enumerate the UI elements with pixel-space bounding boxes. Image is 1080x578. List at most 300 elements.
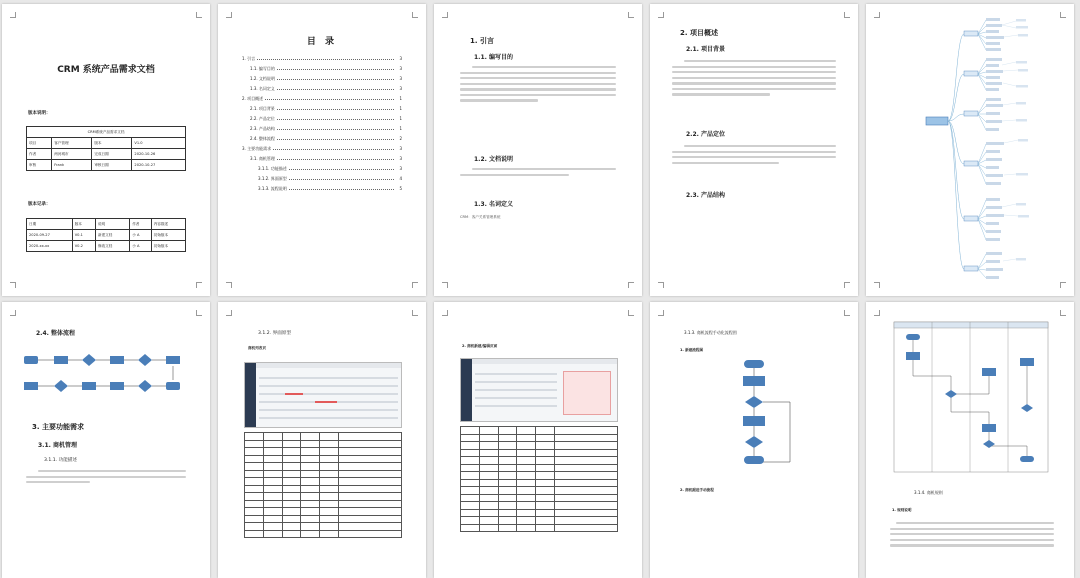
figure-caption: 2. 商机新建/编辑页面 bbox=[462, 344, 498, 348]
table-cell bbox=[479, 472, 498, 480]
info-table-caption: CRM系统产品需求文档 bbox=[27, 127, 186, 138]
table-cell bbox=[555, 442, 618, 450]
table-cell: 审核 bbox=[27, 160, 52, 171]
table-cell bbox=[339, 515, 402, 523]
toc-leader-dots bbox=[289, 177, 394, 180]
table-cell bbox=[517, 427, 536, 435]
page-process[interactable] bbox=[650, 302, 858, 578]
table-cell bbox=[339, 523, 402, 531]
page-corner-mark bbox=[226, 12, 232, 18]
table-header-cell: 作者 bbox=[130, 219, 152, 230]
toc-entry-label: 2.1. 项目背景 bbox=[250, 106, 275, 111]
page-cover[interactable] bbox=[2, 4, 210, 296]
page-corner-mark bbox=[226, 282, 232, 288]
figure-caption: 1. 新建流程图 bbox=[680, 348, 704, 352]
table-cell bbox=[320, 515, 339, 523]
table-cell bbox=[282, 515, 301, 523]
table-cell bbox=[282, 485, 301, 493]
toc-page-number: 1 bbox=[399, 126, 402, 131]
table-cell bbox=[245, 508, 264, 516]
table-cell bbox=[339, 500, 402, 508]
table-header-cell: 说明 bbox=[96, 219, 130, 230]
table-cell bbox=[517, 494, 536, 502]
table-cell bbox=[461, 517, 480, 525]
subsection-heading: 2.2. 产品定位 bbox=[686, 131, 725, 138]
page-corner-mark bbox=[628, 12, 634, 18]
subsection-heading: 1.2. 文档说明 bbox=[474, 156, 513, 163]
table-cell bbox=[263, 523, 282, 531]
toc-entry-label: 1.3. 名词定义 bbox=[250, 86, 275, 91]
toc-entry[interactable] bbox=[242, 76, 402, 86]
table-row bbox=[245, 463, 402, 471]
table-row bbox=[245, 485, 402, 493]
subsubsection-heading: 3.1.4. 商机规则 bbox=[914, 490, 943, 495]
table-cell bbox=[517, 449, 536, 457]
table-cell bbox=[536, 472, 555, 480]
table-row bbox=[461, 502, 618, 510]
toc-leader-dots bbox=[289, 187, 394, 190]
table-cell bbox=[461, 487, 480, 495]
table-cell bbox=[555, 517, 618, 525]
table-cell bbox=[536, 524, 555, 532]
table-cell bbox=[555, 464, 618, 472]
table-row bbox=[461, 457, 618, 465]
table-cell bbox=[536, 509, 555, 517]
subsubsection-heading: 3.1.3. 商机流程手动化流程图 bbox=[684, 330, 737, 335]
toc-entry[interactable] bbox=[242, 156, 402, 166]
table-cell bbox=[245, 493, 264, 501]
table-cell: 两河城市 bbox=[52, 149, 92, 160]
table-cell bbox=[461, 524, 480, 532]
table-cell bbox=[301, 433, 320, 441]
table-cell bbox=[339, 463, 402, 471]
toc-entry[interactable] bbox=[242, 126, 402, 136]
table-cell bbox=[461, 442, 480, 450]
table-cell bbox=[245, 530, 264, 538]
subsection-heading: 3.1. 商机管理 bbox=[38, 442, 77, 449]
table-cell bbox=[320, 493, 339, 501]
info-table bbox=[26, 126, 186, 171]
body-text-block bbox=[460, 168, 616, 179]
table-cell bbox=[555, 487, 618, 495]
definition-text: CRM：客户关系管理系统 bbox=[460, 215, 501, 219]
toc-page-number: 3 bbox=[399, 156, 402, 161]
toc-title: 目 录 bbox=[306, 37, 338, 47]
edit-page-screenshot bbox=[460, 358, 618, 422]
table-cell bbox=[245, 485, 264, 493]
table-cell bbox=[517, 479, 536, 487]
table-cell bbox=[282, 463, 301, 471]
table-cell bbox=[555, 427, 618, 435]
toc-entry-label: 3.1. 商机管理 bbox=[250, 156, 275, 161]
page-overview[interactable] bbox=[650, 4, 858, 296]
page-toc[interactable] bbox=[218, 4, 426, 296]
table-cell: 初始版本 bbox=[151, 230, 185, 241]
new-opportunity-flowchart bbox=[650, 352, 858, 482]
table-cell: 客户管理 bbox=[52, 138, 92, 149]
table-cell bbox=[517, 464, 536, 472]
table-cell: 2020-10-27 bbox=[132, 160, 186, 171]
table-cell bbox=[301, 515, 320, 523]
document-title: CRM 系统产品需求文档 bbox=[57, 65, 155, 75]
table-cell bbox=[479, 449, 498, 457]
table-cell bbox=[498, 427, 517, 435]
table-cell bbox=[320, 455, 339, 463]
table-cell bbox=[282, 493, 301, 501]
toc-entry-label: 2.3. 产品结构 bbox=[250, 126, 275, 131]
toc-entry[interactable] bbox=[242, 186, 402, 196]
page-corner-mark bbox=[658, 310, 664, 316]
page-corner-mark bbox=[658, 12, 664, 18]
table-row bbox=[245, 470, 402, 478]
table-cell bbox=[320, 463, 339, 471]
table-row bbox=[245, 515, 402, 523]
table-cell bbox=[301, 523, 320, 531]
table-cell bbox=[479, 494, 498, 502]
table-cell bbox=[498, 487, 517, 495]
table-cell bbox=[282, 470, 301, 478]
table-cell bbox=[301, 448, 320, 456]
table-cell bbox=[536, 494, 555, 502]
table-row bbox=[461, 494, 618, 502]
table-cell bbox=[517, 442, 536, 450]
toc-entry-label: 2. 项目概述 bbox=[242, 96, 264, 101]
table-row bbox=[461, 464, 618, 472]
subsection-heading: 2.1. 项目背景 bbox=[686, 46, 725, 53]
page-corner-mark bbox=[10, 310, 16, 316]
table-cell bbox=[301, 478, 320, 486]
table-cell bbox=[498, 517, 517, 525]
table-cell: Frank bbox=[52, 160, 92, 171]
toc-entry[interactable] bbox=[242, 136, 402, 146]
page-mindmap[interactable] bbox=[866, 4, 1074, 296]
toc-leader-dots bbox=[257, 57, 394, 60]
table-cell bbox=[320, 500, 339, 508]
table-cell bbox=[555, 494, 618, 502]
table-cell: 2020-09-27 bbox=[27, 230, 73, 241]
table-cell bbox=[536, 442, 555, 450]
body-text-block bbox=[672, 145, 836, 167]
toc-entry-label: 2.2. 产品定位 bbox=[250, 116, 275, 121]
toc-leader-dots bbox=[277, 77, 394, 80]
table-cell bbox=[536, 449, 555, 457]
figure-caption: 商机列表页 bbox=[248, 346, 266, 350]
subsection-heading: 1.3. 名词定义 bbox=[474, 201, 513, 208]
toc-page-number: 4 bbox=[399, 176, 402, 181]
table-cell bbox=[263, 478, 282, 486]
table-cell bbox=[555, 449, 618, 457]
table-cell bbox=[479, 434, 498, 442]
table-cell bbox=[263, 493, 282, 501]
table-cell bbox=[263, 455, 282, 463]
table-cell bbox=[498, 479, 517, 487]
table-cell bbox=[245, 470, 264, 478]
section-heading: 2. 项目概述 bbox=[680, 29, 718, 37]
table-row bbox=[461, 524, 618, 532]
table-cell bbox=[339, 440, 402, 448]
page-corner-mark bbox=[844, 12, 850, 18]
table-cell bbox=[498, 464, 517, 472]
table-cell bbox=[555, 524, 618, 532]
toc-entry[interactable] bbox=[242, 146, 402, 156]
table-cell bbox=[263, 485, 282, 493]
table-cell bbox=[263, 530, 282, 538]
page-corner-mark bbox=[412, 12, 418, 18]
table-cell bbox=[517, 487, 536, 495]
page-prototype-edit[interactable] bbox=[434, 302, 642, 578]
table-cell bbox=[245, 433, 264, 441]
table-cell bbox=[282, 508, 301, 516]
table-cell bbox=[339, 508, 402, 516]
field-spec-table bbox=[244, 432, 402, 538]
table-cell bbox=[263, 508, 282, 516]
table-cell bbox=[461, 427, 480, 435]
table-cell bbox=[245, 463, 264, 471]
table-cell: 项目 bbox=[27, 138, 52, 149]
table-cell bbox=[263, 448, 282, 456]
toc-entry-label: 3.1.3. 流程说明 bbox=[258, 186, 287, 191]
table-row bbox=[245, 493, 402, 501]
table-cell bbox=[461, 464, 480, 472]
section-heading: 1. 引言 bbox=[470, 37, 494, 45]
table-cell bbox=[282, 530, 301, 538]
table-row bbox=[461, 479, 618, 487]
table-cell bbox=[339, 455, 402, 463]
page-corner-mark bbox=[412, 310, 418, 316]
table-row bbox=[461, 472, 618, 480]
table-row bbox=[245, 508, 402, 516]
table-cell bbox=[517, 457, 536, 465]
table-row bbox=[461, 449, 618, 457]
table-cell bbox=[320, 485, 339, 493]
page-corner-mark bbox=[658, 282, 664, 288]
table-cell bbox=[461, 457, 480, 465]
table-cell bbox=[479, 509, 498, 517]
table-cell: 2020-xx-xx bbox=[27, 241, 73, 252]
list-page-screenshot bbox=[244, 362, 402, 428]
table-cell bbox=[301, 463, 320, 471]
table-cell bbox=[536, 502, 555, 510]
table-cell bbox=[555, 434, 618, 442]
table-cell: V0.1 bbox=[72, 230, 95, 241]
body-text-block bbox=[672, 60, 836, 99]
page-corner-mark bbox=[196, 310, 202, 316]
table-cell bbox=[479, 502, 498, 510]
toc-entry-label: 1.1. 编写目的 bbox=[250, 66, 275, 71]
toc-entry-label: 3. 主要功能需求 bbox=[242, 146, 272, 151]
table-header-cell: 内容描述 bbox=[151, 219, 185, 230]
table-cell bbox=[479, 464, 498, 472]
toc-leader-dots bbox=[277, 87, 394, 90]
history-label: 版本记录： bbox=[28, 202, 51, 207]
table-cell bbox=[498, 494, 517, 502]
table-cell bbox=[301, 440, 320, 448]
toc-leader-dots bbox=[273, 147, 394, 150]
table-cell bbox=[282, 433, 301, 441]
table-row bbox=[245, 500, 402, 508]
toc-entry[interactable] bbox=[242, 56, 402, 66]
table-cell bbox=[245, 448, 264, 456]
table-cell bbox=[536, 479, 555, 487]
table-cell bbox=[536, 517, 555, 525]
table-cell: V1.0 bbox=[132, 138, 186, 149]
table-cell bbox=[479, 427, 498, 435]
table-cell bbox=[536, 434, 555, 442]
info-label: 版本说明： bbox=[28, 111, 51, 116]
toc-page-number: 3 bbox=[399, 86, 402, 91]
table-cell bbox=[245, 440, 264, 448]
table-cell: 版本 bbox=[92, 138, 132, 149]
toc-leader-dots bbox=[277, 157, 394, 160]
figure-caption: 2. 商机跟进手动流程 bbox=[680, 488, 714, 492]
toc-page-number: 5 bbox=[399, 186, 402, 191]
table-cell bbox=[498, 472, 517, 480]
table-cell bbox=[263, 440, 282, 448]
table-cell bbox=[461, 509, 480, 517]
table-cell bbox=[536, 457, 555, 465]
table-cell bbox=[263, 433, 282, 441]
table-cell bbox=[301, 470, 320, 478]
table-row bbox=[461, 509, 618, 517]
table-row bbox=[245, 448, 402, 456]
table-cell bbox=[263, 500, 282, 508]
toc-page-number: 3 bbox=[399, 56, 402, 61]
toc-leader-dots bbox=[277, 127, 394, 130]
field-spec-table bbox=[460, 426, 618, 532]
toc-entry[interactable] bbox=[242, 176, 402, 186]
table-cell bbox=[517, 502, 536, 510]
toc-page-number: 1 bbox=[399, 106, 402, 111]
body-text-block bbox=[26, 470, 186, 487]
table-cell bbox=[555, 479, 618, 487]
table-cell: 审核日期 bbox=[92, 160, 132, 171]
table-cell bbox=[245, 515, 264, 523]
table-cell bbox=[498, 502, 517, 510]
table-cell bbox=[479, 442, 498, 450]
page-corner-mark bbox=[844, 282, 850, 288]
overall-flowchart bbox=[2, 346, 210, 406]
table-cell bbox=[245, 500, 264, 508]
table-cell: 完成日期 bbox=[92, 149, 132, 160]
subsection-heading: 1.1. 编写目的 bbox=[474, 54, 513, 61]
toc-leader-dots bbox=[277, 107, 394, 110]
table-cell bbox=[517, 472, 536, 480]
page-swimlane[interactable] bbox=[866, 302, 1074, 578]
page-prototype-list[interactable] bbox=[218, 302, 426, 578]
toc-entry-label: 3.1.2. 界面原型 bbox=[258, 176, 287, 181]
page-corner-mark bbox=[442, 310, 448, 316]
table-cell bbox=[536, 464, 555, 472]
table-cell bbox=[461, 494, 480, 502]
table-row bbox=[461, 427, 618, 435]
table-cell bbox=[339, 448, 402, 456]
table-cell bbox=[498, 457, 517, 465]
toc-entry-label: 2.4. 整体流程 bbox=[250, 136, 275, 141]
product-structure-mindmap bbox=[866, 4, 1074, 296]
table-row bbox=[461, 517, 618, 525]
page-corner-mark bbox=[196, 12, 202, 18]
table-cell bbox=[282, 440, 301, 448]
toc-entry[interactable] bbox=[242, 86, 402, 96]
toc-page-number: 2 bbox=[399, 136, 402, 141]
table-cell: 2020-10-26 bbox=[132, 149, 186, 160]
table-cell bbox=[263, 463, 282, 471]
subsection-heading: 2.3. 产品结构 bbox=[686, 192, 725, 199]
table-cell bbox=[479, 479, 498, 487]
table-cell bbox=[498, 449, 517, 457]
table-cell bbox=[517, 509, 536, 517]
body-text-block bbox=[460, 66, 616, 105]
table-row bbox=[245, 455, 402, 463]
table-row bbox=[461, 434, 618, 442]
table-cell bbox=[461, 472, 480, 480]
table-cell bbox=[461, 449, 480, 457]
page-corner-mark bbox=[844, 310, 850, 316]
table-cell bbox=[301, 455, 320, 463]
table-cell bbox=[555, 509, 618, 517]
table-cell bbox=[498, 524, 517, 532]
toc-entry[interactable] bbox=[242, 116, 402, 126]
toc-page-number: 3 bbox=[399, 146, 402, 151]
table-cell bbox=[282, 523, 301, 531]
toc-entry[interactable] bbox=[242, 166, 402, 176]
table-cell bbox=[461, 434, 480, 442]
page-corner-mark bbox=[442, 12, 448, 18]
table-cell bbox=[320, 530, 339, 538]
table-cell bbox=[536, 487, 555, 495]
page-corner-mark bbox=[10, 12, 16, 18]
subsection-heading: 2.4. 整体流程 bbox=[36, 330, 75, 337]
table-cell bbox=[517, 524, 536, 532]
table-cell bbox=[282, 448, 301, 456]
toc-entry[interactable] bbox=[242, 96, 402, 106]
table-cell bbox=[536, 427, 555, 435]
table-row bbox=[245, 433, 402, 441]
toc-page-number: 3 bbox=[399, 76, 402, 81]
table-cell bbox=[245, 455, 264, 463]
page-corner-mark bbox=[196, 282, 202, 288]
page-flow[interactable] bbox=[2, 302, 210, 578]
body-text-block bbox=[890, 522, 1054, 550]
swimlane-diagram bbox=[866, 316, 1074, 486]
table-cell: 小 A bbox=[130, 241, 152, 252]
table-cell bbox=[320, 470, 339, 478]
table-cell bbox=[263, 515, 282, 523]
table-cell: 修改文档 bbox=[96, 241, 130, 252]
table-cell bbox=[301, 530, 320, 538]
table-cell bbox=[461, 502, 480, 510]
page-intro[interactable] bbox=[434, 4, 642, 296]
table-cell bbox=[282, 500, 301, 508]
toc-page-number: 3 bbox=[399, 166, 402, 171]
table-cell bbox=[517, 517, 536, 525]
table-cell bbox=[339, 470, 402, 478]
page-corner-mark bbox=[628, 310, 634, 316]
toc-entry[interactable] bbox=[242, 106, 402, 116]
table-cell bbox=[555, 472, 618, 480]
table-row bbox=[245, 440, 402, 448]
table-cell bbox=[498, 442, 517, 450]
toc-list bbox=[242, 56, 402, 196]
subsubsection-heading: 3.1.1. 功能描述 bbox=[44, 458, 77, 463]
table-cell bbox=[245, 523, 264, 531]
table-cell bbox=[339, 433, 402, 441]
table-cell: 作者 bbox=[27, 149, 52, 160]
section-heading: 3. 主要功能需求 bbox=[32, 423, 84, 431]
toc-entry[interactable] bbox=[242, 66, 402, 76]
table-cell bbox=[555, 457, 618, 465]
table-cell bbox=[339, 530, 402, 538]
